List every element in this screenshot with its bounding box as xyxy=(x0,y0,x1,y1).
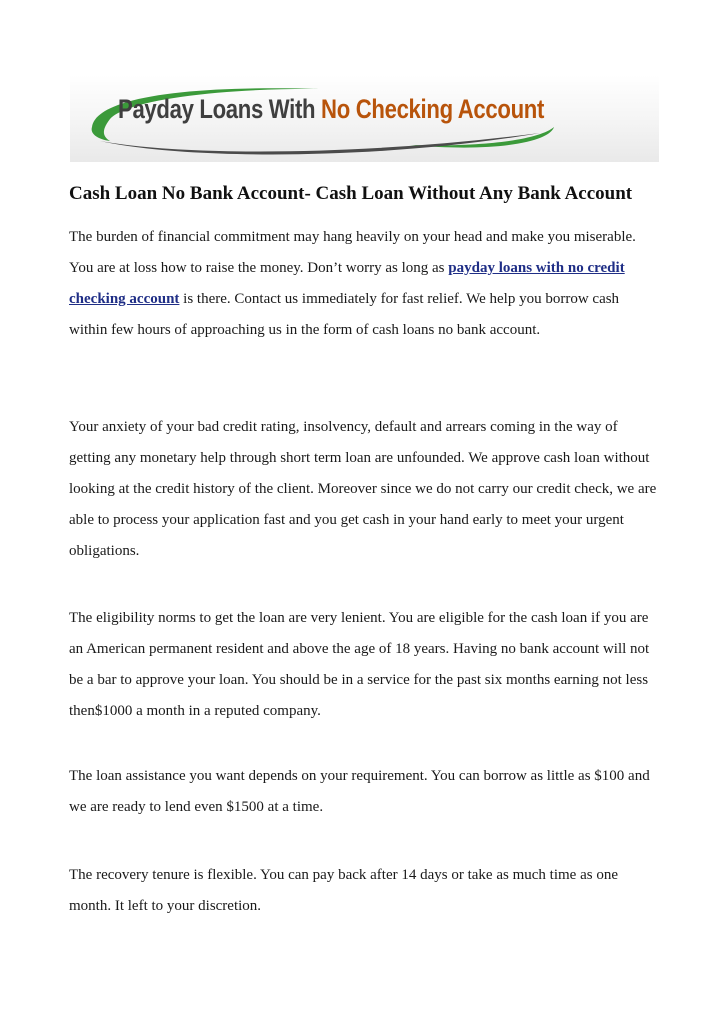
paragraph-1-before: The burden of financial commitment may hang heavily on your head and make you miserable. You are at loss how to raise the money. Don’t worry as long as xyxy=(69,229,636,276)
header-banner xyxy=(70,75,659,162)
logo-text-part-2: No Checking Account xyxy=(321,94,545,124)
swoosh-gray xyxy=(100,133,540,154)
logo-text-part-1: Payday Loans With xyxy=(118,94,322,124)
paragraph-4: The loan assistance you want depends on your requirement. You can borrow as little as $100 and we are ready to lend even $1500 at a time. xyxy=(69,768,650,815)
payday-loans-link[interactable]: payday loans with no credit checking account xyxy=(69,260,625,307)
paragraph-3: The eligibility norms to get the loan are very lenient. You are eligible for the cash loan if you are an American permanent resident and above the age of 18 years. Having no bank account will not be a bar to approve your loan. You should be in a service for the past six months earning not less then$1000 a month in a reputed company. xyxy=(69,610,650,719)
paragraph-5: The recovery tenure is flexible. You can pay back after 14 days or take as much time as one month. It left to your discretion. xyxy=(69,867,618,914)
article-title: Cash Loan No Bank Account- Cash Loan Without Any Bank Account xyxy=(69,183,633,204)
logo-text xyxy=(118,94,544,125)
paragraph-1 xyxy=(69,222,661,346)
paragraph-2: Your anxiety of your bad credit rating, insolvency, default and arrears coming in the way of getting any monetary help through short term loan are unfounded. We approve cash loan without looking at the credit history of the client. Moreover since we do not carry our credit check, we are able to process your application fast and you get cash in your hand early to meet your urgent obligations. xyxy=(69,419,657,559)
paragraph-1-after: is there. Contact us immediately for fast relief. We help you borrow cash within few hours of approaching us in the form of cash loans no bank account. xyxy=(69,291,620,338)
